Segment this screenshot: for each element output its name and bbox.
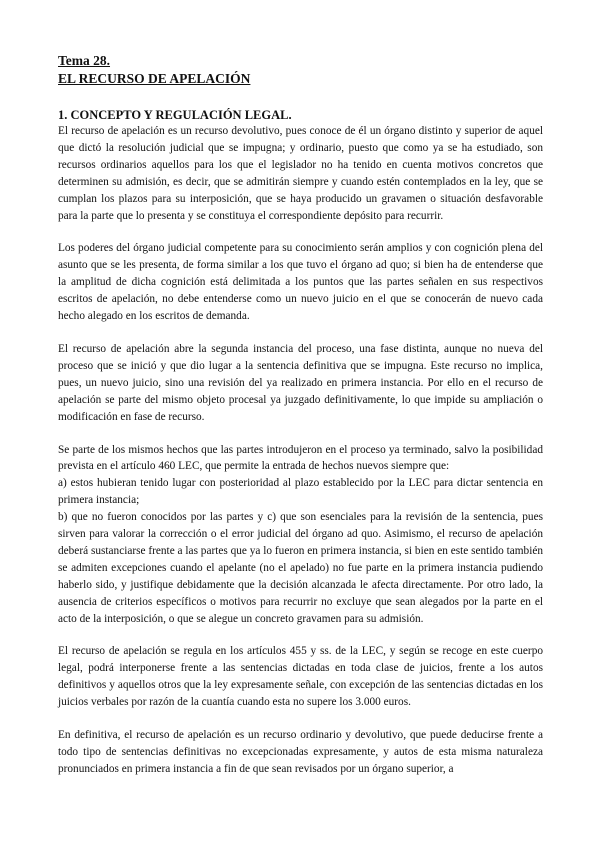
document-page: [58, 52, 543, 778]
paragraph-facts-item-a: a) estos hubieran tenido lugar con posterioridad al plazo establecido por la LEC para dictar sentencia en primera instancia;: [58, 477, 543, 507]
section-heading: 1. CONCEPTO Y REGULACIÓN LEGAL.: [58, 108, 292, 122]
paragraph-second-instance: El recurso de apelación abre la segunda instancia del proceso, una fase distinta, aunque no nueva del proceso que se inició y que dio lugar a la sentencia definitiva que se impugna. Este recurso no implica, pues, un nuevo juicio, sino una revisión del ya realizado en primera instancia. Por ello en el recurso de apelación se parte del mismo objeto procesal ya juzgado definitivamente, lo que impide su ampliación o modificación en fase de recurso.: [58, 342, 543, 423]
paragraph-facts: Se parte de los mismos hechos que las partes introdujeron en el proceso ya terminado, salvo la posibilidad prevista en el artículo 460 LEC, que permite la entrada de hechos nuevos siempre que:: [58, 443, 543, 473]
paragraph-facts-item-b: b) que no fueron conocidos por las partes y c) que son esenciales para la revisión de la sentencia, pues sirven para valorar la corrección o el error judicial del órgano ad quo. Asimismo, el recurso de apelación deberá sustanciarse frente a las partes que ya lo fueron en primera instancia, si bien en este sentido también se admiten excepciones cuando el apelante (no el apelado) no fue parte en la primera instancia pudiendo haberlo sido, y justifique debidamente que la decisión alcanzada le afecta directamente. Por otro lado, la ausencia de criterios específicos o motivos para recurrir no excluye que sean alegados por la parte en el acto de la interposición, o que se alegue un concreto gravamen para su admisión.: [58, 511, 543, 625]
document-title: EL RECURSO DE APELACIÓN: [58, 71, 251, 86]
paragraph-powers: Los poderes del órgano judicial competente para su conocimiento serán amplios y con cognición plena del asunto que se les presenta, de forma similar a los que tuvo el órgano ad quo; si bien ha de entenderse que la amplitud de dicha cognición está delimitada a los puntos que las partes señalen en sus respectivos escritos de apelación, no debe entenderse como un nuevo juicio en el que se conocerán de nuevo cada hecho alegado en los escritos de demanda.: [58, 242, 543, 323]
paragraph-conclusion: En definitiva, el recurso de apelación es un recurso ordinario y devolutivo, que puede deducirse frente a todo tipo de sentencias definitivas no excepcionadas expresamente, y autos de esta misma naturaleza pronunciados en primera instancia a fin de que sean revisados por un órgano superior, a: [58, 729, 543, 775]
topic-number: Tema 28.: [58, 53, 111, 68]
paragraph-concept: El recurso de apelación es un recurso devolutivo, pues conoce de él un órgano distinto y superior de aquel que dictó la resolución judicial que se impugna; y ordinario, puesto que como ya se ha estudiado, son recursos ordinarios aquellos para los que el legislador no ha tenido en cuenta motivos concretos que determinen su admisión, es decir, que se admitirán siempre y cuando estén contemplados en la ley, que se cumplan los plazos para su interposición, que se haya producido un gravamen o situación desfavorable para la parte que lo presenta y se constituya el correspondiente depósito para recurrir.: [58, 125, 543, 222]
paragraph-regulation: El recurso de apelación se regula en los artículos 455 y ss. de la LEC, y según se recoge en este cuerpo legal, podrá interponerse frente a las sentencias dictadas en toda clase de juicios, frente a los autos definitivos y aquellos otros que la ley expresamente señale, con excepción de las sentencias dictadas en los juicios verbales por razón de la cuantía cuando esta no supere los 3.000 euros.: [58, 645, 543, 709]
